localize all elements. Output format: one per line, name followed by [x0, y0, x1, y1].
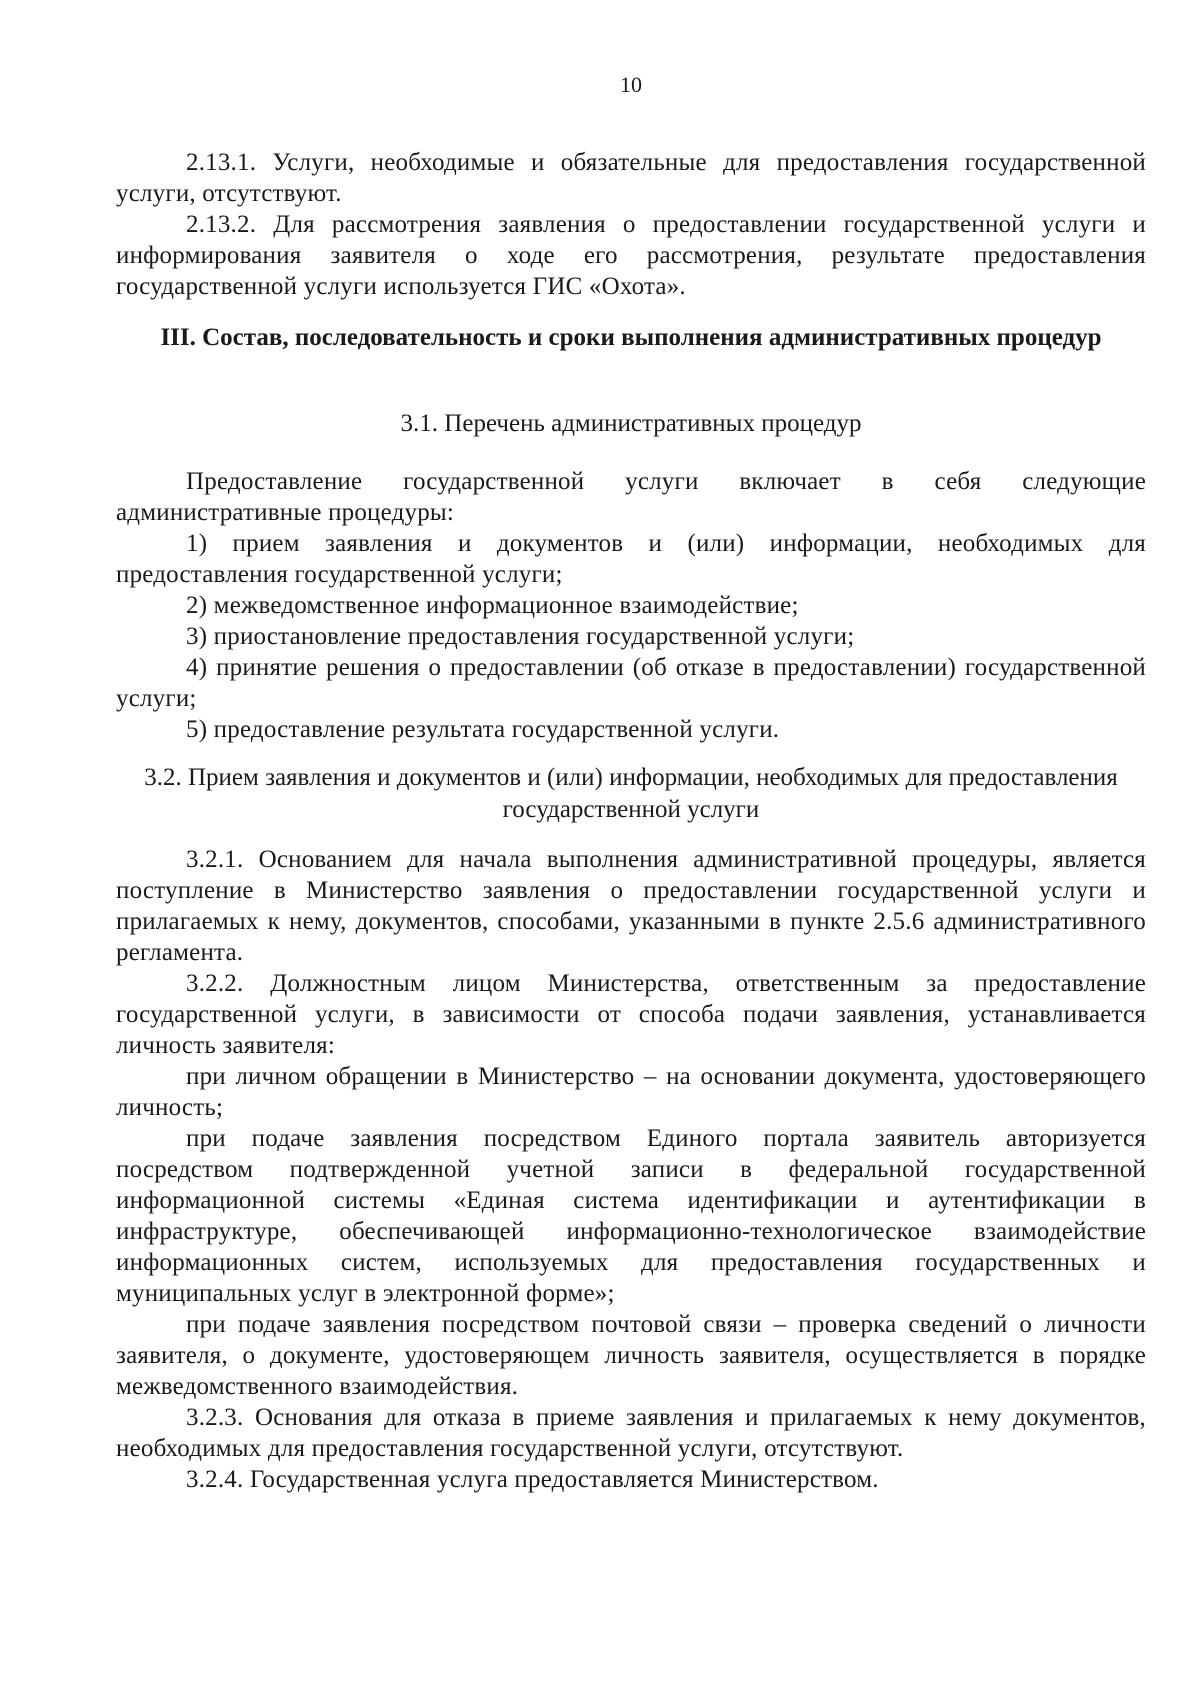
- paragraph-3-2-1: 3.2.1. Основанием для начала выполнения административной процедуры, является поступление в Министерство заявления о предоставлении государственной услуги и прилагаемых к нему, документов, способами, указанными в пункте 2.5.6 административного регламента.: [116, 846, 1146, 966]
- list-item: 2) межведомственное информационное взаимодействие;: [186, 592, 799, 619]
- subsection-3-1-title: 3.1. Перечень административных процедур: [400, 410, 862, 437]
- list-item: 1) прием заявления и документов и (или) информации, необходимых для предоставления государственной услуги;: [116, 530, 1146, 588]
- list-item: 5) предоставление результата государственной услуги.: [186, 716, 780, 743]
- paragraph-3-2-3: 3.2.3. Основания для отказа в приеме заявления и прилагаемых к нему документов, необходимых для предоставления государственной услуги, отсутствуют.: [116, 1404, 1146, 1462]
- paragraph-portal: при подаче заявления посредством Единого портала заявитель авторизуется посредством подтвержденной учетной записи в федеральной государственной информационной системы «Единая система идентификации и аутентификации в инфраструктуре, обеспечивающей информационно-технологическое взаимодействие информационных систем, используемых для предоставления государственных и муниципальных услуг в электронной форме»;: [116, 1125, 1146, 1307]
- paragraph-post: при подаче заявления посредством почтовой связи – проверка сведений о личности заявителя, о документе, удостоверяющем личность заявителя, осуществляется в порядке межведомственного взаимодействия.: [116, 1311, 1146, 1400]
- section-3-title: III. Состав, последовательность и сроки выполнения административных процедур: [160, 324, 1102, 351]
- subsection-3-2-body: [116, 844, 1146, 1495]
- list-item: 3) приостановление предоставления государственной услуги;: [186, 623, 855, 650]
- paragraph-3-2-2: 3.2.2. Должностным лицом Министерства, ответственным за предоставление государственной услуги, в зависимости от способа подачи заявления, устанавливается личность заявителя:: [116, 970, 1146, 1059]
- subsection-3-1: [116, 408, 1146, 440]
- procedures-intro: Предоставление государственной услуги включает в себя следующие административные процедуры:: [116, 468, 1146, 526]
- paragraph-3-2-4: 3.2.4. Государственная услуга предоставляется Министерством.: [186, 1466, 879, 1493]
- paragraph-2-13-1: 2.13.1. Услуги, необходимые и обязательные для предоставления государственной услуги, отсутствуют.: [116, 149, 1146, 207]
- subsection-3-2-heading-block: [116, 762, 1146, 826]
- list-item: 4) принятие решения о предоставлении (об отказе в предоставлении) государственной услуги;: [116, 654, 1146, 712]
- paragraph-2-13-2: 2.13.2. Для рассмотрения заявления о предоставлении государственной услуги и информирования заявителя о ходе его рассмотрения, результате предоставления государственной услуги используется ГИС «Охота».: [116, 211, 1146, 300]
- subsection-3-2-title: 3.2. Прием заявления и документов и (или) информации, необходимых для предоставления государственной услуги: [144, 764, 1118, 823]
- page-number: 10: [620, 72, 642, 97]
- subsection-3-1-body: [116, 466, 1146, 745]
- section-2-13: [116, 147, 1146, 302]
- section-3-heading-block: [116, 322, 1146, 354]
- paragraph-personal-visit: при личном обращении в Министерство – на основании документа, удостоверяющего личность;: [116, 1063, 1146, 1121]
